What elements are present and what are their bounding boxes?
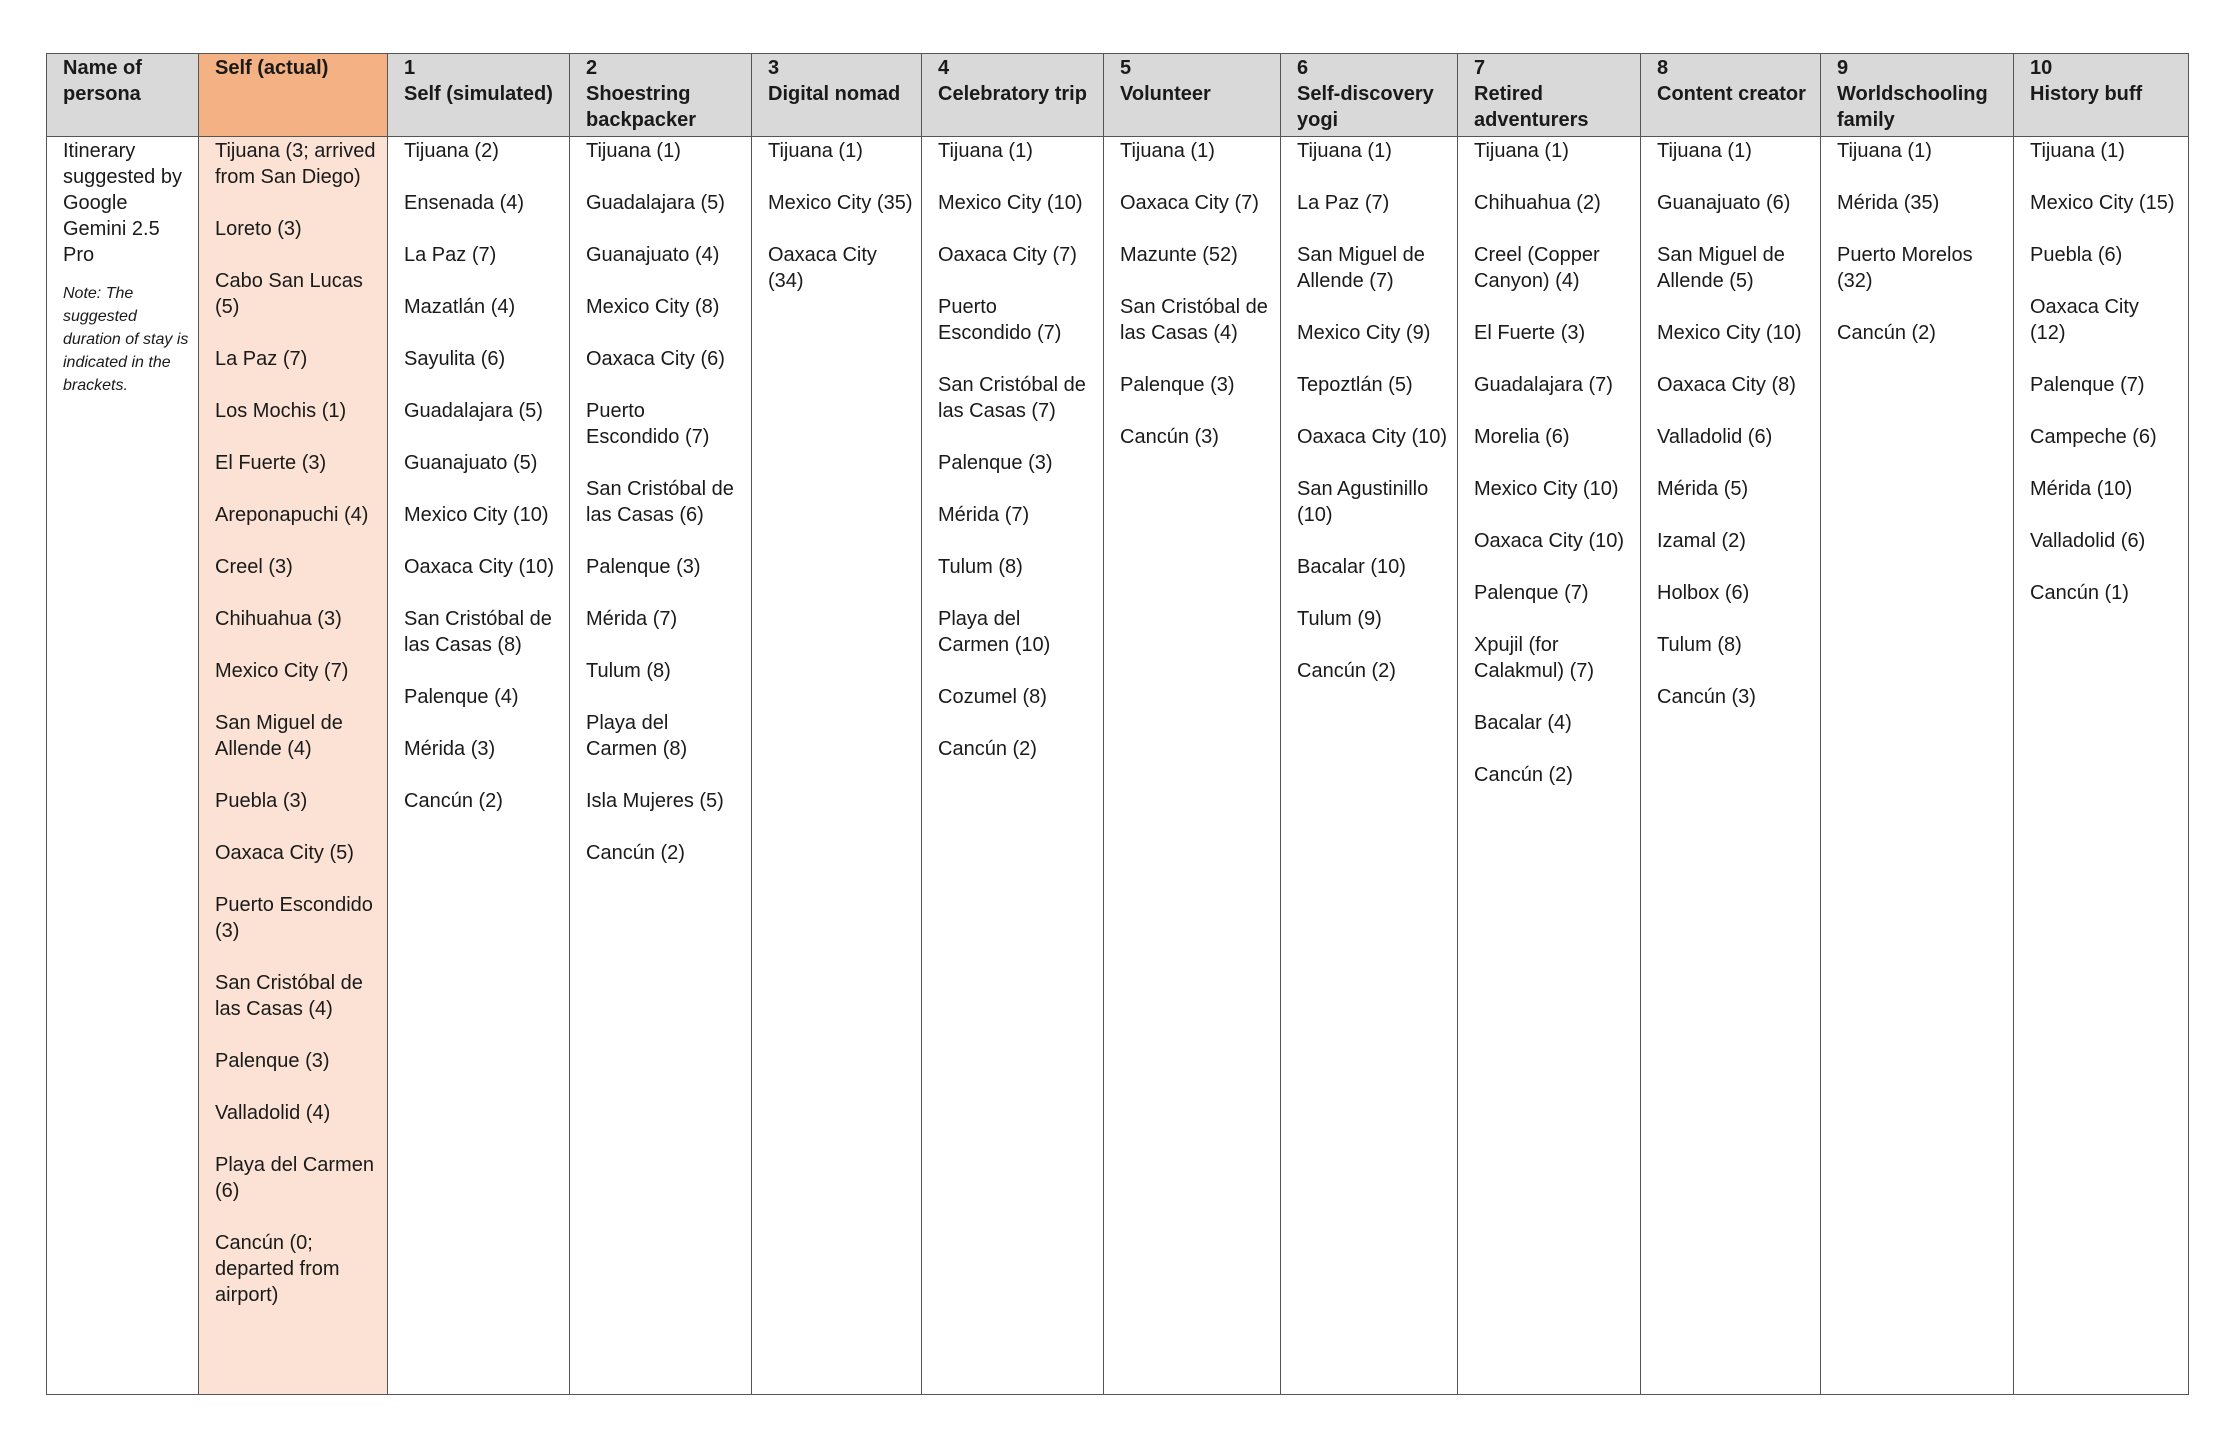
itinerary-cell-1: [388, 137, 570, 1395]
itinerary-stop: Izamal (2): [1657, 530, 1746, 552]
persona-name: Self (actual): [215, 57, 329, 79]
itinerary-stop: Guadalajara (5): [404, 400, 543, 422]
itinerary-stop: Cancún (1): [2030, 582, 2129, 604]
itinerary-stop: Palenque (3): [215, 1050, 330, 1072]
itinerary-stop: Campeche (6): [2030, 426, 2157, 448]
persona-name: Celebratory trip: [938, 83, 1087, 105]
itinerary-stop: San Cristóbal de las Casas (7): [938, 374, 1086, 422]
persona-header-8: [1641, 54, 1821, 137]
itinerary-stop: Mexico City (7): [215, 660, 349, 682]
persona-name: Volunteer: [1120, 83, 1211, 105]
itinerary-stop: Puerto Escondido (7): [938, 296, 1062, 344]
itinerary-cell-5: [1104, 137, 1281, 1395]
persona-header-3: [752, 54, 922, 137]
itinerary-stop: Oaxaca City (10): [1474, 530, 1625, 552]
itinerary-stop: Chihuahua (3): [215, 608, 342, 630]
itinerary-stop: Palenque (4): [404, 686, 519, 708]
itinerary-stop: Tulum (8): [586, 660, 671, 682]
itinerary-stop: Tijuana (2): [404, 140, 499, 162]
persona-name: Content creator: [1657, 83, 1806, 105]
itinerary-stop: Oaxaca City (8): [1657, 374, 1796, 396]
itinerary-cell-self-actual: [199, 137, 388, 1395]
itinerary-stop: La Paz (7): [404, 244, 497, 266]
persona-number: 7: [1474, 57, 1486, 79]
itinerary-stop: Palenque (3): [1120, 374, 1235, 396]
itinerary-stop: Cozumel (8): [938, 686, 1047, 708]
itinerary-stop: Tulum (8): [938, 556, 1023, 578]
itinerary-stop: Areponapuchi (4): [215, 504, 369, 526]
itinerary-stop: Tijuana (1): [1657, 140, 1752, 162]
itinerary-stop: Mazatlán (4): [404, 296, 516, 318]
itinerary-stop: Mexico City (10): [938, 192, 1083, 214]
itinerary-stop: Guanajuato (4): [586, 244, 720, 266]
itinerary-stop: Valladolid (6): [1657, 426, 1773, 448]
itinerary-stop: Holbox (6): [1657, 582, 1750, 604]
itinerary-cell-3: [752, 137, 922, 1395]
itinerary-stop: Cancún (3): [1120, 426, 1219, 448]
itinerary-cell-4: [922, 137, 1104, 1395]
persona-number: 4: [938, 57, 950, 79]
itinerary-stop: Cancún (2): [1474, 764, 1573, 786]
itinerary-stop: San Miguel de Allende (7): [1297, 244, 1425, 292]
itinerary-stop: Mérida (7): [586, 608, 678, 630]
persona-number: 8: [1657, 57, 1669, 79]
itinerary-stop: Oaxaca City (5): [215, 842, 354, 864]
persona-name: History buff: [2030, 83, 2143, 105]
itinerary-cell-9: [1821, 137, 2014, 1395]
persona-name: Self-discovery yogi: [1297, 83, 1434, 131]
itinerary-stop: Mérida (7): [938, 504, 1030, 526]
itinerary-stop: Mexico City (10): [1657, 322, 1802, 344]
itinerary-stop: Oaxaca City (10): [404, 556, 555, 578]
header-row: [47, 54, 2189, 137]
itinerary-stop: Tijuana (1): [768, 140, 863, 162]
itinerary-stop: Mérida (5): [1657, 478, 1749, 500]
itinerary-stop: Oaxaca City (34): [768, 244, 877, 292]
persona-number: 6: [1297, 57, 1309, 79]
itinerary-cell-2: [570, 137, 752, 1395]
itinerary-stop: Creel (3): [215, 556, 293, 578]
persona-number: 2: [586, 57, 598, 79]
itinerary-stop: Bacalar (4): [1474, 712, 1572, 734]
itinerary-stop: Guanajuato (5): [404, 452, 538, 474]
persona-name: Worldschooling family: [1837, 83, 1988, 131]
itinerary-stop: Playa del Carmen (8): [586, 712, 688, 760]
itinerary-stop: Cancún (2): [1837, 322, 1936, 344]
itinerary-stop: Mexico City (15): [2030, 192, 2175, 214]
persona-header-1: [388, 54, 570, 137]
persona-number: 10: [2030, 57, 2053, 79]
persona-header-7: [1458, 54, 1641, 137]
itinerary-stop: Guanajuato (6): [1657, 192, 1791, 214]
row-label-cell: [47, 137, 199, 1395]
persona-header-9: [1821, 54, 2014, 137]
persona-number: 9: [1837, 57, 1849, 79]
persona-heading: Name of persona: [63, 57, 142, 105]
itinerary-stop: Tepoztlán (5): [1297, 374, 1413, 396]
duration-note: Note: The suggested duration of stay is indicated in the brackets.: [63, 285, 189, 394]
itinerary-stop: Mexico City (35): [768, 192, 913, 214]
persona-header-2: [570, 54, 752, 137]
itinerary-stop: Puerto Escondido (3): [215, 894, 373, 942]
itinerary-stop: Mérida (10): [2030, 478, 2133, 500]
itinerary-stop: Cancún (2): [586, 842, 685, 864]
itinerary-stop: Oaxaca City (7): [1120, 192, 1259, 214]
persona-header-4: [922, 54, 1104, 137]
itinerary-stop: Tijuana (3; arrived from San Diego): [215, 140, 376, 188]
itinerary-stop: Puerto Morelos (32): [1837, 244, 1973, 292]
itinerary-stop: Cancún (2): [938, 738, 1037, 760]
itinerary-stop: Creel (Copper Canyon) (4): [1474, 244, 1600, 292]
itinerary-table: [46, 53, 2189, 1395]
itinerary-stop: Bacalar (10): [1297, 556, 1406, 578]
itinerary-stop: Cabo San Lucas (5): [215, 270, 363, 318]
itinerary-stop: Mérida (35): [1837, 192, 1940, 214]
persona-header-6: [1281, 54, 1458, 137]
itinerary-stop: Tijuana (1): [1297, 140, 1392, 162]
itinerary-stop: Xpujil (for Calakmul) (7): [1474, 634, 1595, 682]
itinerary-stop: Morelia (6): [1474, 426, 1570, 448]
itinerary-stop: San Cristóbal de las Casas (4): [1120, 296, 1268, 344]
itinerary-stop: Loreto (3): [215, 218, 302, 240]
itinerary-stop: Tulum (9): [1297, 608, 1382, 630]
itinerary-stop: Oaxaca City (12): [2030, 296, 2139, 344]
itinerary-stop: Tijuana (1): [938, 140, 1033, 162]
itinerary-stop: Los Mochis (1): [215, 400, 347, 422]
itinerary-stop: Oaxaca City (6): [586, 348, 725, 370]
itinerary-stop: Cancún (3): [1657, 686, 1756, 708]
itinerary-cell-7: [1458, 137, 1641, 1395]
itinerary-stop: Oaxaca City (7): [938, 244, 1077, 266]
itinerary-stop: Tijuana (1): [2030, 140, 2125, 162]
itinerary-stop: El Fuerte (3): [215, 452, 327, 474]
itinerary-stop: Cancún (2): [1297, 660, 1396, 682]
itinerary-stop: Guadalajara (5): [586, 192, 725, 214]
itinerary-cell-8: [1641, 137, 1821, 1395]
itinerary-cell-10: [2014, 137, 2189, 1395]
itinerary-stop: Cancún (2): [404, 790, 503, 812]
persona-number: 1: [404, 57, 416, 79]
itinerary-stop: Oaxaca City (10): [1297, 426, 1448, 448]
itinerary-stop: Guadalajara (7): [1474, 374, 1613, 396]
itinerary-stop: La Paz (7): [215, 348, 308, 370]
persona-number: 3: [768, 57, 780, 79]
persona-name: Shoestring backpacker: [586, 83, 697, 131]
itinerary-stop: San Miguel de Allende (5): [1657, 244, 1785, 292]
itinerary-stop: Sayulita (6): [404, 348, 506, 370]
itinerary-stop: Mexico City (10): [404, 504, 549, 526]
itinerary-stop: Mérida (3): [404, 738, 496, 760]
itinerary-stop: San Cristóbal de las Casas (6): [586, 478, 734, 526]
itinerary-stop: El Fuerte (3): [1474, 322, 1586, 344]
persona-header-10: [2014, 54, 2189, 137]
itinerary-stop: Palenque (3): [938, 452, 1053, 474]
itinerary-row: [47, 137, 2189, 1395]
itinerary-stop: Playa del Carmen (6): [215, 1154, 374, 1202]
persona-header-5: [1104, 54, 1281, 137]
itinerary-stop: Mexico City (10): [1474, 478, 1619, 500]
itinerary-stop: Cancún (0; departed from airport): [215, 1232, 340, 1306]
itinerary-stop: Chihuahua (2): [1474, 192, 1601, 214]
itinerary-stop: Ensenada (4): [404, 192, 525, 214]
itinerary-stop: Puerto Escondido (7): [586, 400, 710, 448]
itinerary-stop: Valladolid (6): [2030, 530, 2146, 552]
itinerary-stop: Tijuana (1): [1120, 140, 1215, 162]
itinerary-stop: San Cristóbal de las Casas (8): [404, 608, 552, 656]
persona-number: 5: [1120, 57, 1132, 79]
row-label: Itinerary suggested by Google Gemini 2.5 Pro: [63, 140, 182, 266]
persona-heading-cell: [47, 54, 199, 137]
itinerary-stop: San Cristóbal de las Casas (4): [215, 972, 363, 1020]
itinerary-stop: San Miguel de Allende (4): [215, 712, 343, 760]
persona-name: Retired adventurers: [1474, 83, 1589, 131]
itinerary-stop: La Paz (7): [1297, 192, 1390, 214]
itinerary-stop: Puebla (6): [2030, 244, 2123, 266]
persona-name: Digital nomad: [768, 83, 901, 105]
itinerary-stop: Valladolid (4): [215, 1102, 331, 1124]
itinerary-stop: Tijuana (1): [586, 140, 681, 162]
itinerary-stop: Puebla (3): [215, 790, 308, 812]
itinerary-stop: Tulum (8): [1657, 634, 1742, 656]
itinerary-stop: San Agustinillo (10): [1297, 478, 1429, 526]
itinerary-stop: Playa del Carmen (10): [938, 608, 1051, 656]
itinerary-stop: Palenque (7): [1474, 582, 1589, 604]
itinerary-stop: Palenque (3): [586, 556, 701, 578]
itinerary-cell-6: [1281, 137, 1458, 1395]
itinerary-stop: Isla Mujeres (5): [586, 790, 724, 812]
persona-name: Self (simulated): [404, 83, 553, 105]
itinerary-stop: Mexico City (8): [586, 296, 720, 318]
persona-header-self-actual: [199, 54, 388, 137]
itinerary-stop: Tijuana (1): [1474, 140, 1569, 162]
itinerary-stop: Mexico City (9): [1297, 322, 1431, 344]
itinerary-stop: Tijuana (1): [1837, 140, 1932, 162]
itinerary-stop: Palenque (7): [2030, 374, 2145, 396]
itinerary-stop: Mazunte (52): [1120, 244, 1238, 266]
